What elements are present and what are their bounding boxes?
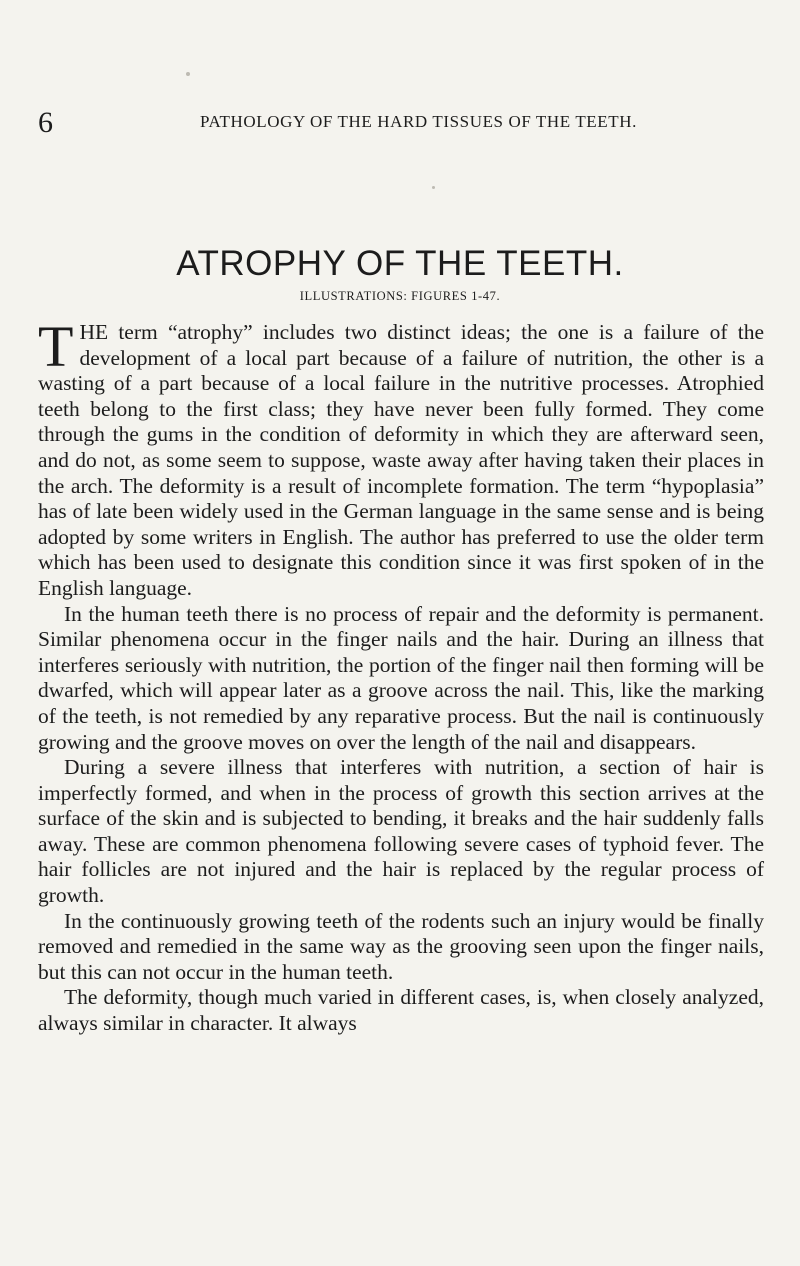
- paragraph: During a severe illness that interferes with nutrition, a section of hair is imperfectly formed, and when in the process of growth this section arrives at the surface of the skin and is subjected to bending, it breaks and the hair suddenly falls away. These are common phenomena following severe cases of typhoid fever. The hair follicles are not injured and the hair is replaced by the regular process of growth.: [38, 755, 764, 908]
- page-number: 6: [38, 106, 53, 139]
- chapter-title: ATROPHY OF THE TEETH.: [176, 244, 624, 283]
- illustrations-note: ILLUSTRATIONS: FIGURES 1-47.: [299, 289, 501, 303]
- paragraph: In the human teeth there is no process of repair and the deformity is permanent. Similar phenomena occur in the finger nails and the hair. During an illness that interferes seriously with nutrition, the portion of the finger nail then forming will be dwarfed, which will appear later as a groove across the nail. This, like the marking of the teeth, is not remedied by any reparative process. But the nail is continuously growing and the groove moves on over the length of the nail and disappears.: [38, 601, 764, 754]
- paragraph: In the continuously growing teeth of the rodents such an injury would be finally removed and remedied in the same way as the grooving seen upon the finger nails, but this can not occur in the human teeth.: [38, 908, 764, 984]
- paper-speck: [432, 186, 435, 189]
- drop-cap: T: [38, 314, 74, 379]
- paragraph: The deformity, though much varied in different cases, is, when closely analyzed, always similar in character. It always: [38, 985, 764, 1036]
- paragraph-text: HE term “atrophy” includes two distinct ideas; the one is a failure of the development of a local part because of a failure of nutrition, the other is a wasting of a part because of a local failure in the nutritive processes. Atrophied teeth belong to the first class; they have never been fully formed. They come through the gums in the condition of deformity in which they are afterward seen, and do not, as some seem to suppose, waste away after having taken their places in the arch. The deformity is a result of incomplete formation. The term “hypoplasia” has of late been widely used in the German language in the same sense and is being adopted by some writers in English. The author has preferred to use the older term which has been used to designate this condition since it was first spoken of in the English language.: [38, 320, 764, 600]
- running-head: PATHOLOGY OF THE HARD TISSUES OF THE TEETH.: [200, 112, 637, 131]
- paper-speck: [186, 72, 190, 76]
- body-text: [38, 314, 764, 1037]
- paragraph: [38, 314, 764, 602]
